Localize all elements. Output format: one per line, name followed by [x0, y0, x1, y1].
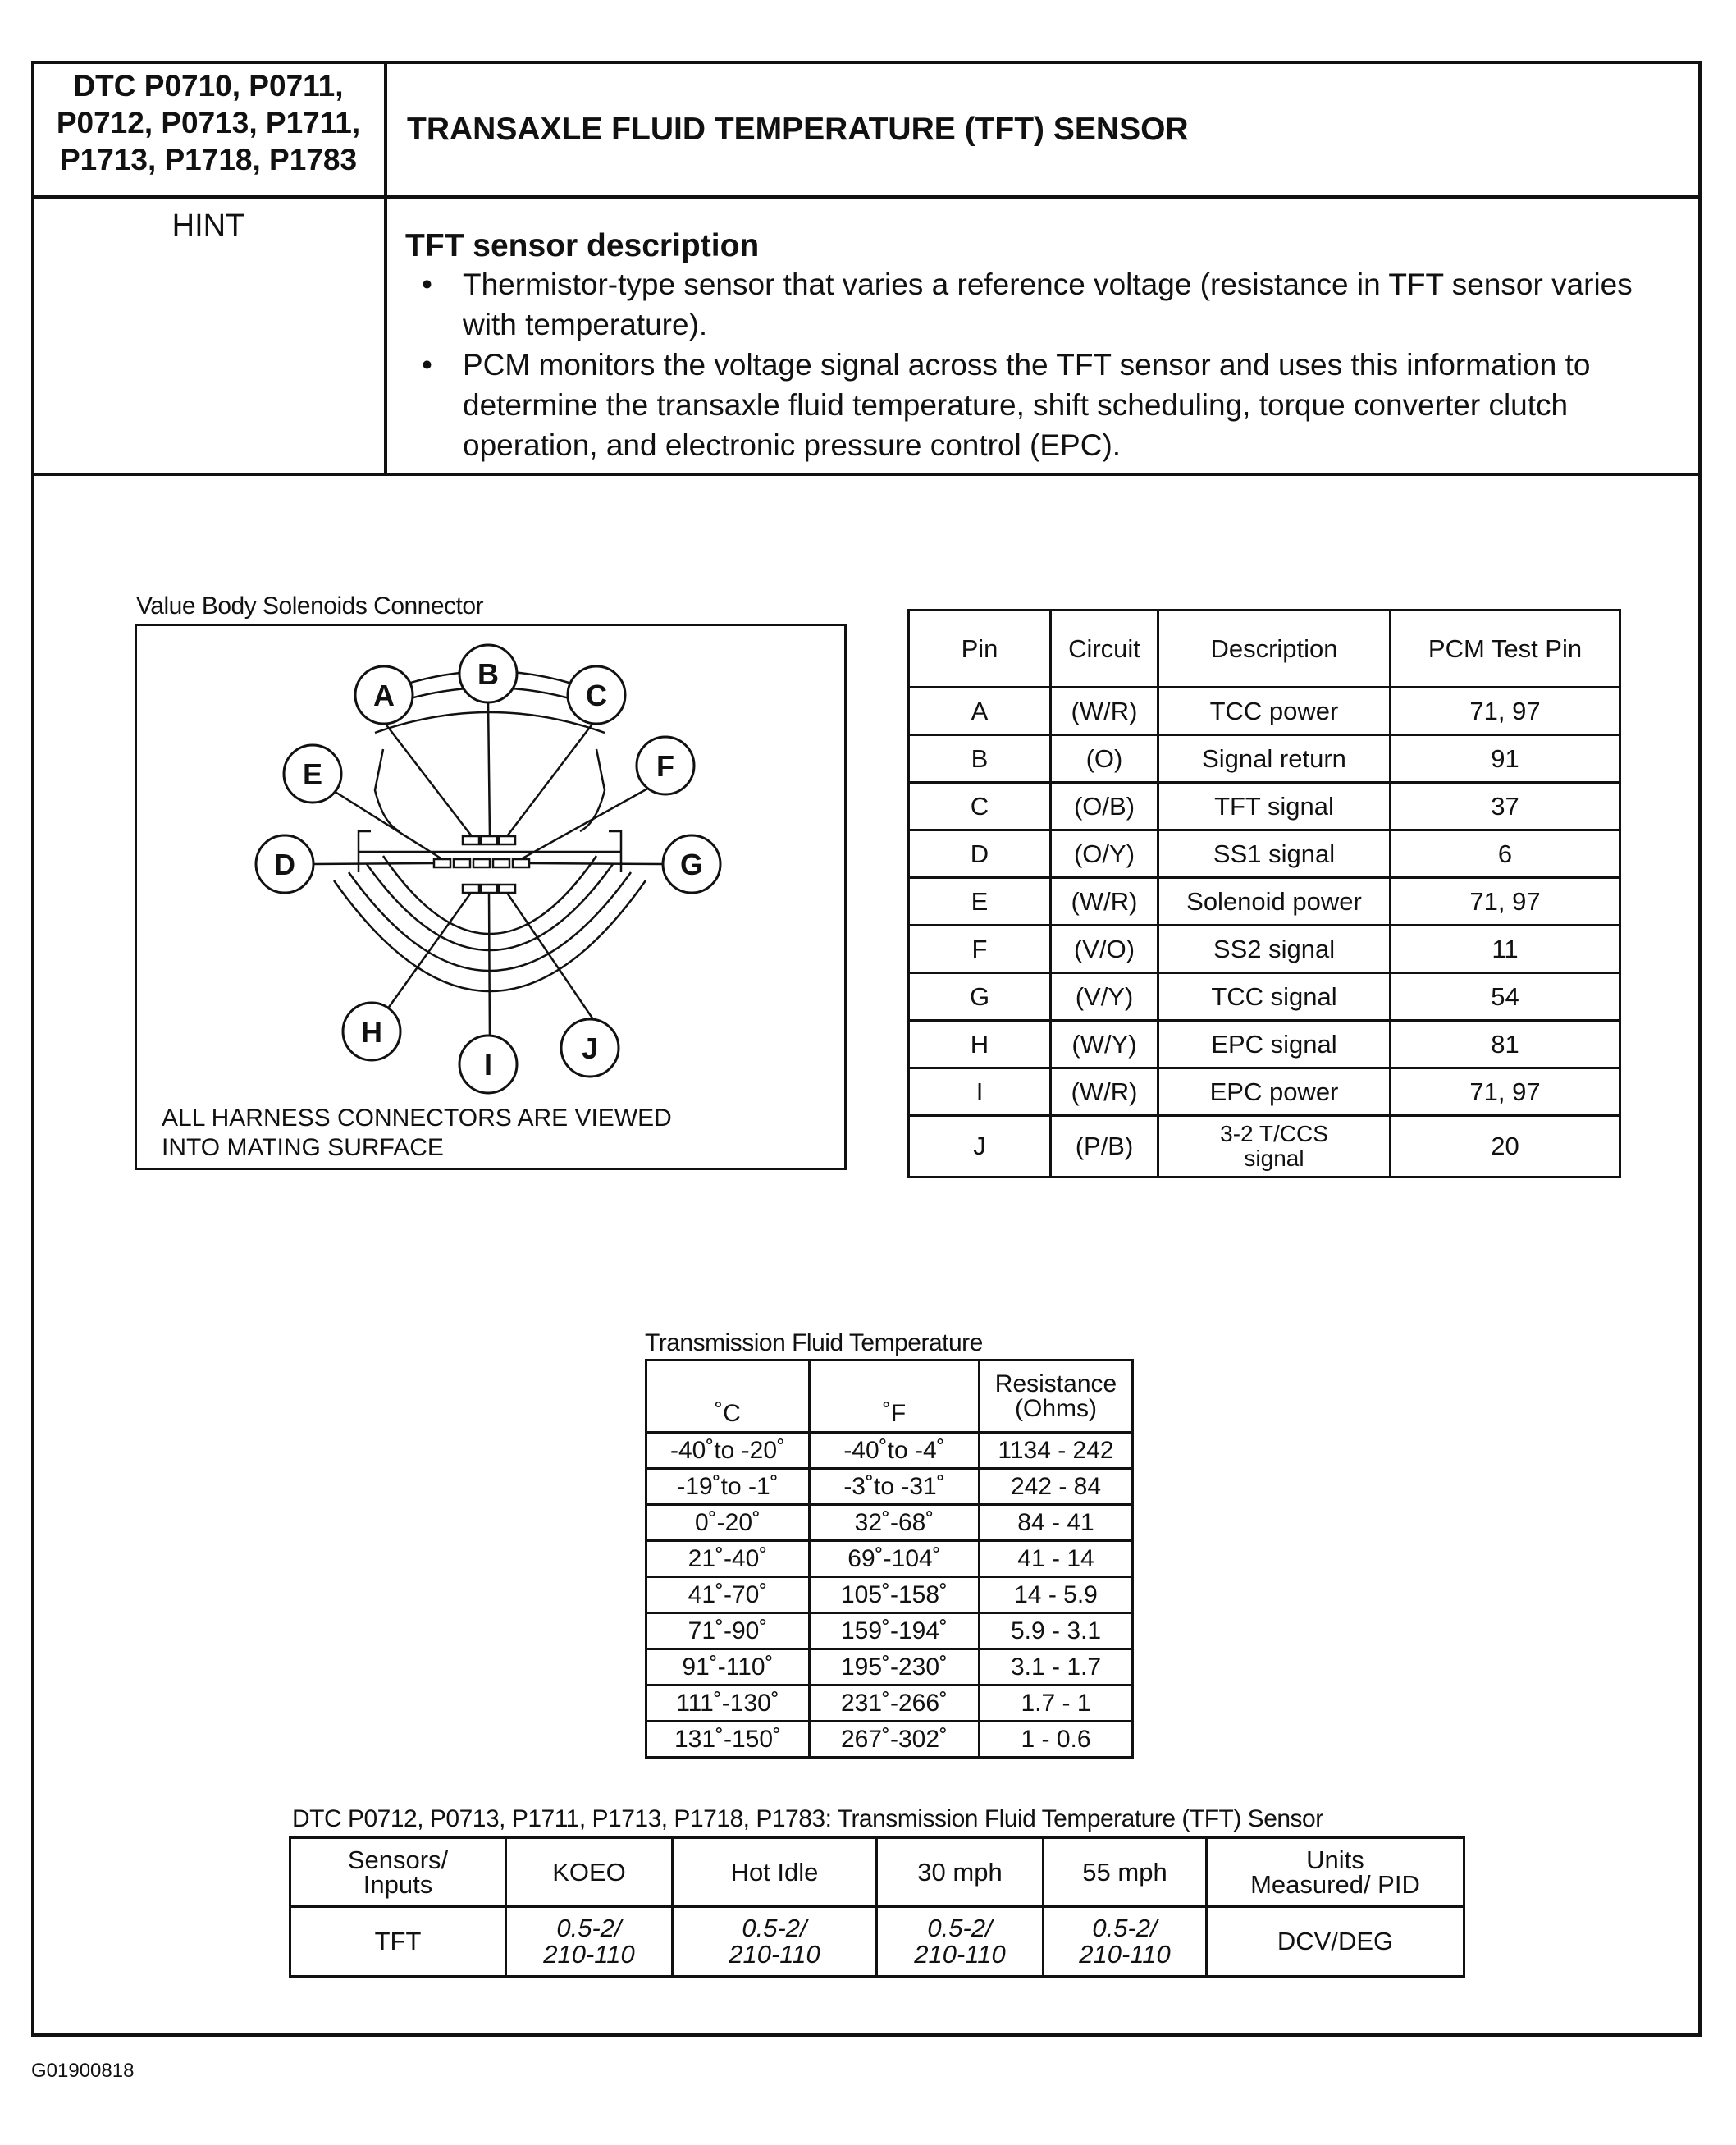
pin-label-f: F: [656, 749, 674, 783]
table-row: 91˚-110˚ 195˚-230˚ 3.1 - 1.7: [646, 1649, 1133, 1685]
table-row: C (O/B) TFT signal 37: [909, 783, 1620, 830]
col-header: 55 mph: [1044, 1838, 1207, 1907]
col-header: Circuit: [1051, 611, 1158, 688]
pin-label-c: C: [586, 679, 607, 712]
table-row: J (P/B) 3-2 T/CCS signal 20: [909, 1116, 1620, 1178]
connector-cavities: [434, 836, 529, 893]
col-header: KOEO: [506, 1838, 673, 1907]
column-divider: [384, 61, 387, 474]
dtc-codes: DTC P0710, P0711, P0712, P0713, P1711, P1713, P1718, P1783: [56, 69, 361, 176]
page-title: TRANSAXLE FLUID TEMPERATURE (TFT) SENSOR: [407, 112, 1189, 147]
table-header-row: [646, 1361, 1133, 1433]
col-header: ˚F: [810, 1361, 980, 1433]
table-row: 0˚-20˚ 32˚-68˚ 84 - 41: [646, 1505, 1133, 1541]
table-row: 71˚-90˚ 159˚-194˚ 5.9 - 3.1: [646, 1613, 1133, 1649]
hint-bullets: [405, 264, 1693, 465]
col-header: Hot Idle: [673, 1838, 877, 1907]
table-row: D (O/Y) SS1 signal 6: [909, 830, 1620, 878]
connector-svg: [137, 626, 844, 1168]
pin-label-i: I: [483, 1048, 493, 1082]
hint-heading: TFT sensor description: [405, 228, 760, 263]
hint-label: HINT: [171, 208, 245, 243]
bullet-item: • Thermistor-type sensor that varies a reference voltage (resistance in TFT sensor varies with temperature).: [405, 264, 1693, 345]
table-row: H (W/Y) EPC signal 81: [909, 1021, 1620, 1068]
pin-label-e: E: [302, 757, 323, 791]
table-row: E (W/R) Solenoid power 71, 97: [909, 878, 1620, 926]
table-header-row: [909, 611, 1620, 688]
pin-table: [907, 609, 1621, 1178]
dtc-table-caption: DTC P0712, P0713, P1711, P1713, P1718, P1783: Transmission Fluid Temperature (TFT) Sensor: [292, 1805, 1323, 1832]
connector-caption: Value Body Solenoids Connector: [136, 592, 484, 620]
dtc-table: [289, 1836, 1465, 1978]
table-row: F (V/O) SS2 signal 11: [909, 926, 1620, 973]
col-header: Resistance (Ohms): [980, 1361, 1133, 1433]
bullet-item: • PCM monitors the voltage signal across the TFT sensor and uses this information to determine the transaxle fluid temperature, shift scheduling, torque converter clutch operation, and electronic pressure control (EPC).: [405, 345, 1693, 465]
col-header: Pin: [909, 611, 1051, 688]
table-row: 21˚-40˚ 69˚-104˚ 41 - 14: [646, 1541, 1133, 1577]
temp-table: [645, 1359, 1134, 1759]
table-row: 41˚-70˚ 105˚-158˚ 14 - 5.9: [646, 1577, 1133, 1613]
hint-divider: [31, 473, 1702, 476]
col-header: PCM Test Pin: [1391, 611, 1620, 688]
header-divider: [31, 195, 1702, 199]
harness-note: ALL HARNESS CONNECTORS ARE VIEWED INTO MATING SURFACE: [162, 1105, 672, 1161]
col-header: Sensors/ Inputs: [290, 1838, 506, 1907]
table-row: 111˚-130˚ 231˚-266˚ 1.7 - 1: [646, 1685, 1133, 1722]
pin-label-b: B: [477, 657, 499, 691]
table-row: A (W/R) TCC power 71, 97: [909, 688, 1620, 735]
figure-id: G01900818: [31, 2060, 135, 2082]
table-row: B (O) Signal return 91: [909, 735, 1620, 783]
table-row: TFT 0.5-2/ 210-110 0.5-2/ 210-110 0.5-2/ 210-110 0.5-2/ 210-110 DCV/DEG: [290, 1907, 1464, 1977]
connector-diagram: [135, 624, 847, 1170]
pin-label-d: D: [274, 848, 295, 881]
pin-label-j: J: [581, 1031, 599, 1065]
pin-label-h: H: [361, 1015, 382, 1049]
col-header: Description: [1158, 611, 1391, 688]
temp-table-caption: Transmission Fluid Temperature: [645, 1329, 983, 1356]
pin-label-a: A: [373, 679, 395, 712]
col-header: ˚C: [646, 1361, 810, 1433]
col-header: Units Measured/ PID: [1207, 1838, 1464, 1907]
pin-label-g: G: [679, 848, 704, 881]
table-row: 131˚-150˚ 267˚-302˚ 1 - 0.6: [646, 1722, 1133, 1758]
table-row: -19˚to -1˚ -3˚to -31˚ 242 - 84: [646, 1469, 1133, 1505]
table-row: I (W/R) EPC power 71, 97: [909, 1068, 1620, 1116]
col-header: 30 mph: [877, 1838, 1044, 1907]
table-row: -40˚to -20˚ -40˚to -4˚ 1134 - 242: [646, 1433, 1133, 1469]
table-header-row: [290, 1838, 1464, 1907]
table-row: G (V/Y) TCC signal 54: [909, 973, 1620, 1021]
